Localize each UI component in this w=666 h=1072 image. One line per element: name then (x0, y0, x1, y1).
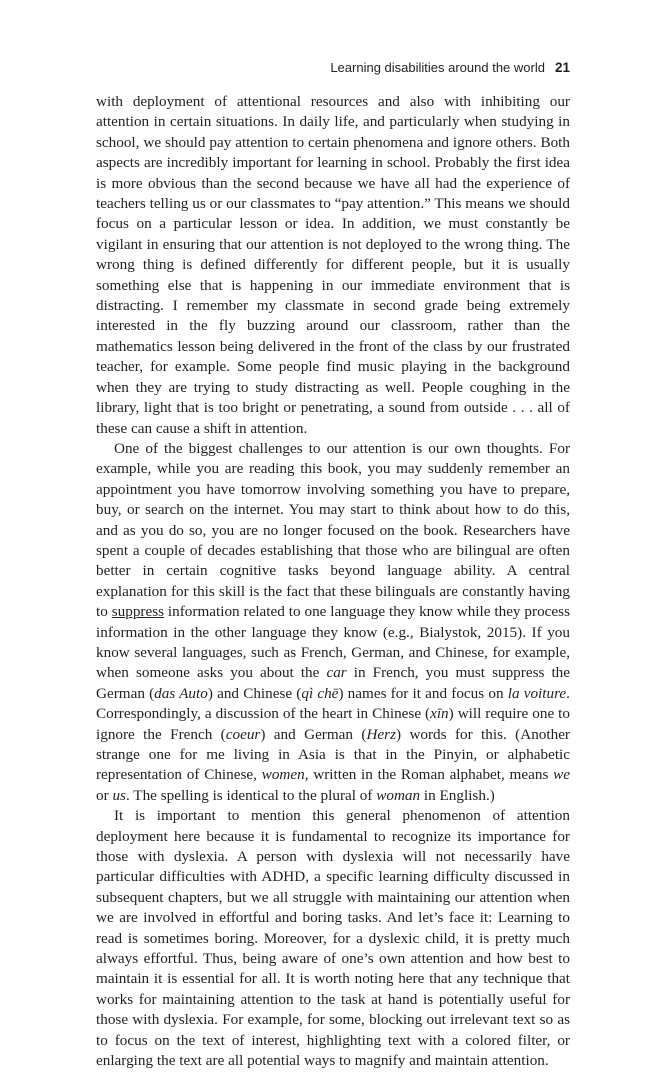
italic-term: coeur (225, 725, 261, 743)
italic-term: we (553, 766, 570, 784)
paragraph-1 (96, 92, 570, 439)
italic-term: woman (376, 786, 421, 804)
text-segment: with deployment of attentional resources and also with inhibiting our attention in certain situations. In daily life, and particularly when studying in school, we should pay attention to certain phenomena and ignore others. Both aspects are incredibly important for learning in school. Probably the first idea is more obvious than the second because we have all had the experience of teachers telling us or our classmates to “pay attention.” This means we should focus on a particular lesson or idea. In addition, we must constantly be vigilant in ensuring that our attention is not deployed to the wrong thing. The wrong thing is defined differently for different people, but it is usually something else that is happening in our immediate environment that is distracting. I remember my classmate in second grade being extremely interested in the fly buzzing around our classroom, rather than the mathematics lesson being delivered in the front of the class by our frustrated teacher, for example. Some people find music playing in the background when they are trying to study distracting as well. People coughing in the library, light that is too bright or penetrating, a sound from outside . . . all of these can cause a shift in attention. (96, 93, 570, 437)
text-segment: . The spelling is identical to the plural of (125, 786, 377, 804)
text-segment: ) words for this. (Another strange one for me living in Asia is that in the Pinyin, or alphabetic representation of Chinese, (96, 725, 570, 784)
italic-term: das Auto (154, 684, 208, 702)
underlined-term: suppress (111, 603, 165, 621)
paragraph-2 (96, 439, 570, 806)
italic-term: car (326, 664, 347, 682)
text-segment: ) names for it and focus on (338, 684, 508, 702)
italic-term: women (261, 766, 305, 784)
text-segment: ) will require one to ignore the French ( (96, 705, 570, 743)
text-segment: One of the biggest challenges to our attention is our own thoughts. For example, while you are reading this book, you may suddenly remember an appointment you have tomorrow involving something you have to prepare, buy, or search on the internet. You may start to think about how to do this, and as you do so, you are no longer focused on the book. Researchers have spent a couple of decades establishing that those who are bilingual are often better in certain cognitive tasks beyond language ability. A central explanation for this skill is the fact that these bilinguals are constantly having to (96, 439, 570, 621)
text-segment: It is important to mention this general phenomenon of attention deployment here because it is fundamental to recognize its importance for those with dyslexia. A person with dyslexia will not necessarily have particular difficulties with ADHD, a specific learning difficulty discussed in subsequent chapters, but we all struggle with maintaining our attention when we are involved in effortful and boring tasks. And let’s face it: Learning to read is sometimes boring. Moreover, for a dyslexic child, it is pretty much always effortful. Thus, being aware of one’s own attention and how best to maintain it is essential for all. It is worth noting here that any technique that works for maintaining attention to the task at hand is potentially useful for those with dyslexia. For example, for some, blocking out irrelevant text so as to focus on the text of interest, highlighting text with a colored filter, or enlarging the text are all potential ways to magnify and maintain attention. (96, 807, 570, 1070)
italic-term: us (112, 786, 126, 804)
running-head (330, 60, 570, 75)
text-segment: or (96, 786, 113, 804)
italic-term: Herz (366, 725, 396, 743)
running-title: Learning disabilities around the world (330, 60, 545, 75)
text-segment: ) and Chinese ( (207, 684, 302, 702)
italic-term: qì chē (301, 684, 339, 702)
text-segment: in English.) (420, 786, 495, 804)
text-segment: , written in the Roman alphabet, means (304, 766, 554, 784)
text-segment: ) and German ( (260, 725, 367, 743)
italic-term: xīn (430, 705, 449, 723)
paragraph-3 (96, 806, 570, 1071)
body-text (96, 92, 570, 1072)
italic-term: la voiture (507, 684, 567, 702)
text-segment: information related to one language they know while they process information in the other language they know (e.g., Bialystok, 2015). If you know several languages, such as French, German, and Chinese, for example, when someone asks you about the (96, 603, 570, 682)
page-number: 21 (554, 60, 570, 75)
text-segment: . Correspondingly, a discussion of the heart in Chinese ( (96, 684, 570, 723)
text-segment: in French, you must suppress the German ( (96, 664, 570, 702)
